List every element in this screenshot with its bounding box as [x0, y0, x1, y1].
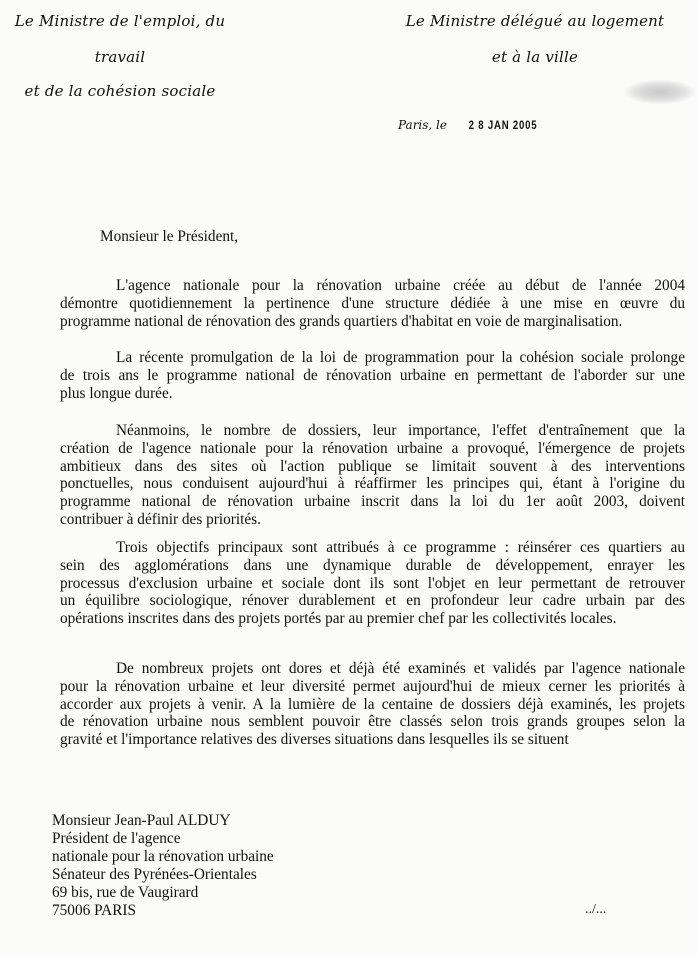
text-line: pour la rénovation urbaine et leur diversité permet aujourd'hui de mieux cerner les priorités à — [60, 677, 685, 695]
paragraph — [60, 277, 685, 330]
address-line: Président de l'agence — [52, 830, 181, 847]
paragraph — [60, 422, 685, 529]
letterhead-line: Le Ministre délégué au logement — [405, 12, 665, 30]
recipient-address — [52, 812, 274, 920]
continuation-mark: ../... — [585, 902, 607, 917]
text-line: Néanmoins, le nombre de dossiers, leur importance, l'effet d'entraînement que la — [116, 422, 685, 439]
text-line: de rénovation urbaine nous semblent pouvoir être classés selon trois grands groupes selon la — [60, 713, 685, 731]
text-line: programme national de rénovation urbaine inscrit dans la loi du 1er août 2003, doivent — [60, 493, 685, 511]
text-line: contribuer à définir des priorités. — [60, 510, 261, 528]
paragraph — [60, 349, 685, 402]
letterhead-line: travail — [94, 48, 146, 66]
text-line: démontre quotidiennement la pertinence d'une structure dédiée à une mise en œuvre du — [60, 294, 685, 312]
text-line: processus d'exclusion urbaine et sociale dont ils sont l'objet en leur permettant de retrouver — [60, 574, 685, 592]
text-line: de trois ans le programme national de rénovation urbaine en permettant de l'aborder sur une — [60, 366, 685, 384]
scan-smudge — [625, 80, 695, 104]
address-line: 75006 PARIS — [52, 902, 137, 919]
paragraph — [60, 539, 685, 628]
letterhead-line: et à la ville — [491, 48, 579, 66]
text-line: L'agence nationale pour la rénovation urbaine créée au début de l'année 2004 — [116, 277, 685, 294]
text-line: La récente promulgation de la loi de programmation pour la cohésion sociale prolonge — [116, 349, 685, 366]
text-line: un équilibre sociologique, rénover durablement et en profondeur leur cadre urbain par des — [60, 592, 685, 610]
text-line: De nombreux projets ont dores et déjà été examinés et validés par l'agence nationale — [116, 660, 685, 677]
salutation: Monsieur le Président, — [100, 228, 239, 245]
text-line: programme national de rénovation des grands quartiers d'habitat en voie de marginalisation. — [60, 312, 623, 330]
address-line: nationale pour la rénovation urbaine — [52, 848, 274, 865]
date-line — [398, 118, 546, 133]
text-line: création de l'agence nationale pour la rénovation urbaine a provoqué, l'émergence de projets — [60, 439, 685, 457]
text-line: sein des agglomérations dans une dynamique durable de développement, enrayer les — [60, 556, 685, 574]
date-stamp: 2 8 JAN 2005 — [468, 118, 538, 132]
letterhead-line: et de la cohésion sociale — [24, 82, 216, 100]
text-line: accorder aux projets à venir. A la lumière de la centaine de dossiers déjà examinés, les projets — [60, 695, 685, 713]
text-line: plus longue durée. — [60, 384, 173, 402]
text-line: opérations inscrites dans des projets portés par au premier chef par les collectivités locales. — [60, 610, 617, 628]
address-line: Sénateur des Pyrénées-Orientales — [52, 866, 257, 883]
address-line: Monsieur Jean-Paul ALDUY — [52, 812, 231, 829]
text-line: ponctuelles, nous conduisent aujourd'hui à réaffirmer les principes qui, étant à l'origine du — [60, 475, 685, 493]
text-line: gravité et l'importance relatives des diverses situations dans lesquelles ils se situent — [60, 731, 569, 749]
letterhead-line: Le Ministre de l'emploi, du — [14, 12, 226, 30]
paragraph — [60, 660, 685, 749]
address-line: 69 bis, rue de Vaugirard — [52, 884, 199, 901]
text-line: Trois objectifs principaux sont attribués à ce programme : réinsérer ces quartiers au — [116, 539, 685, 556]
text-line: ambitieux dans des sites où l'action publique se limitait souvent à des interventions — [60, 457, 685, 475]
date-place: Paris, le — [398, 118, 447, 132]
